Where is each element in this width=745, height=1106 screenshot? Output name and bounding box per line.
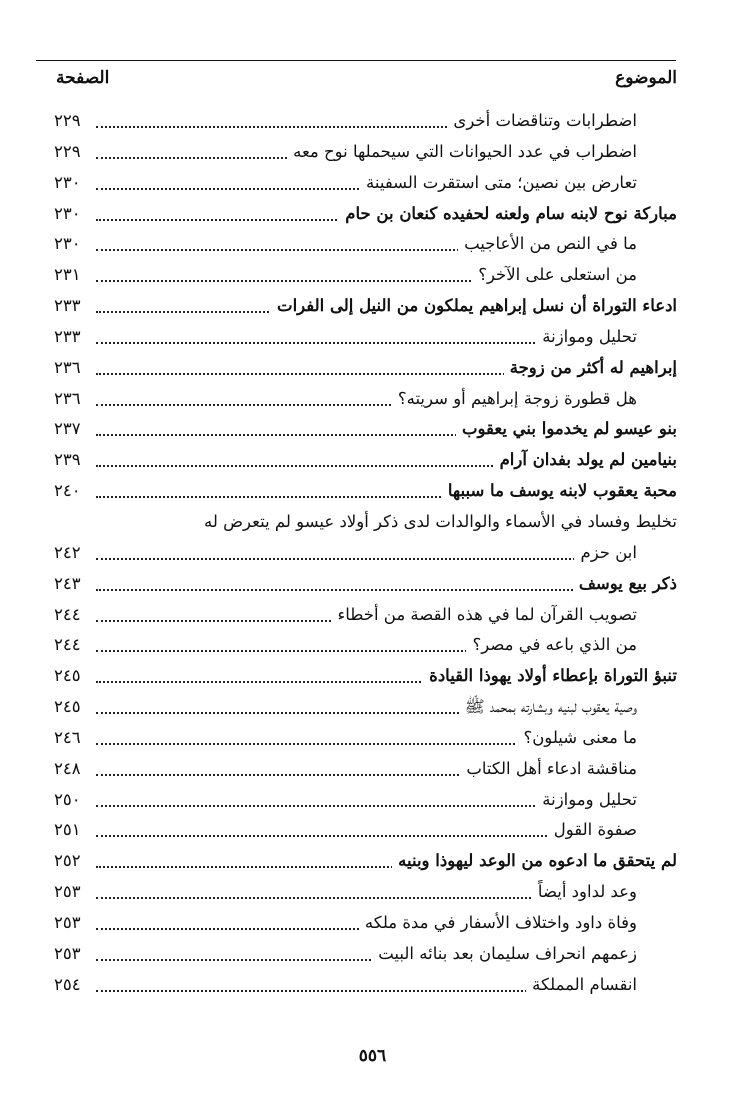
toc-entry — [0, 723, 745, 754]
toc-entry-page: ٢٣١ — [54, 265, 81, 285]
toc-entry — [0, 785, 745, 816]
toc-entry-page: ٢٤٥ — [54, 697, 81, 717]
toc-entry-page: ٢٣٦ — [54, 357, 81, 377]
toc-entry-title: تحليل وموازنة — [536, 788, 637, 812]
toc-entry-title: زعمهم انحراف سليمان بعد بنائه البيت — [372, 942, 637, 966]
toc-entry-page: ٢٣٣ — [54, 296, 81, 316]
toc-entry — [0, 353, 745, 384]
toc-entry-page: ٢٤٣ — [54, 573, 81, 593]
toc-entry-title: ادعاء التوراة أن نسل إبراهيم يملكون من النيل إلى الفرات — [271, 294, 677, 318]
toc-entry-page: ٢٥٣ — [54, 882, 81, 902]
toc-entry — [0, 476, 745, 507]
toc-entry — [0, 229, 745, 260]
toc-entry-page: ٢٤٠ — [54, 481, 81, 501]
toc-entry-title: وعد لداود أيضاً — [532, 880, 637, 904]
toc-entry-title: انقسام المملكة — [526, 973, 637, 997]
toc-entry-page: ٢٥٢ — [54, 851, 81, 871]
toc-entry-page: ٢٥٣ — [54, 912, 81, 932]
toc-entry-page: ٢٥٤ — [54, 974, 81, 994]
table-of-contents — [0, 106, 745, 1000]
page-column-header: الصفحة — [56, 68, 110, 88]
toc-entry — [0, 908, 745, 939]
toc-entry — [0, 630, 745, 661]
toc-entry — [0, 168, 745, 199]
toc-entry — [0, 754, 745, 785]
toc-entry-page: ٢٣٠ — [54, 172, 81, 192]
toc-entry-page: ٢٥٠ — [54, 789, 81, 809]
toc-entry-page: ٢٥٣ — [54, 943, 81, 963]
toc-entry — [0, 569, 745, 600]
toc-entry-page: ٢٤٥ — [54, 666, 81, 686]
toc-entry — [0, 692, 745, 723]
toc-entry-title: صفوة القول — [548, 818, 637, 842]
toc-entry-title: من استعلى على الآخر؟ — [472, 263, 637, 287]
toc-entry-page: ٢٣٧ — [54, 419, 81, 439]
toc-entry-page: ٢٣٠ — [54, 234, 81, 254]
dot-leader — [96, 542, 627, 560]
toc-entry-title: تخليط وفساد في الأسماء والوالدات لدى ذكر أولاد عيسو لم يتعرض له — [198, 510, 677, 534]
toc-entry-page: ٢٢٩ — [54, 111, 81, 130]
toc-entry — [0, 538, 745, 569]
toc-entry-title: تنبؤ التوراة بإعطاء أولاد يهوذا القيادة — [423, 664, 677, 688]
toc-entry-page: ٢٣٩ — [54, 450, 81, 470]
toc-entry — [0, 661, 745, 692]
toc-entry — [0, 815, 745, 846]
toc-entry-title: هل قطورة زوجة إبراهيم أو سريته؟ — [392, 387, 637, 411]
toc-entry-title: اضطرابات وتناقضات أخرى — [447, 109, 637, 133]
toc-entry — [0, 507, 745, 538]
toc-entry-page: ٢٤٤ — [54, 635, 81, 655]
toc-entry-title: اضطراب في عدد الحيوانات التي سيحملها نوح معه — [287, 140, 637, 164]
toc-entry-page: ٢٤٨ — [54, 758, 81, 778]
toc-entry — [0, 939, 745, 970]
header-divider — [36, 60, 676, 61]
toc-entry — [0, 414, 745, 445]
toc-entry-page: ٢٣٣ — [54, 326, 81, 346]
toc-entry-title: تحليل وموازنة — [536, 325, 637, 349]
toc-entry-page: ٢٤٢ — [54, 542, 81, 562]
toc-entry — [0, 106, 745, 137]
toc-entry — [0, 322, 745, 353]
page-number: ٥٥٦ — [358, 1046, 387, 1066]
toc-entry-title: مباركة نوح لابنه سام ولعنه لحفيده كنعان بن حام — [339, 202, 677, 226]
toc-entry — [0, 384, 745, 415]
toc-entry-title: محبة يعقوب لابنه يوسف ما سببها — [442, 479, 677, 503]
toc-entry-title: لم يتحقق ما ادعوه من الوعد ليهوذا وبنيه — [392, 849, 677, 873]
toc-entry-title: بنيامين لم يولد بفدان آرام — [494, 448, 677, 472]
toc-entry-page: ٢٣٦ — [54, 388, 81, 408]
toc-entry-title: ما معنى شيلون؟ — [517, 726, 637, 750]
toc-entry-page: ٢٣٠ — [54, 203, 81, 223]
toc-entry-title: تصويب القرآن لما في هذه القصة من أخطاء — [331, 603, 637, 627]
toc-entry — [0, 445, 745, 476]
toc-entry-title: ابن حزم — [574, 541, 637, 565]
toc-entry — [0, 291, 745, 322]
toc-entry — [0, 600, 745, 631]
toc-entry — [0, 199, 745, 230]
topic-column-header: الموضوع — [615, 68, 677, 88]
toc-entry — [0, 846, 745, 877]
toc-entry — [0, 970, 745, 1001]
toc-entry-page: ٢٤٦ — [54, 727, 81, 747]
toc-entry-title: من الذي باعه في مصر؟ — [466, 633, 637, 657]
toc-entry-page: ٢٥١ — [54, 820, 81, 840]
toc-entry-title: تعارض بين نصين؛ متى استقرت السفينة — [360, 171, 637, 195]
toc-entry-title: ذكر بيع يوسف — [573, 572, 677, 596]
toc-entry — [0, 260, 745, 291]
toc-entry-title: ما في النص من الأعاجيب — [458, 232, 637, 256]
toc-entry — [0, 877, 745, 908]
toc-entry-title: وفاة داود واختلاف الأسفار في مدة ملكه — [359, 911, 637, 935]
toc-entry-title: بنو عيسو لم يخدموا بني يعقوب — [456, 417, 677, 441]
toc-entry-title: مناقشة ادعاء أهل الكتاب — [460, 757, 637, 781]
toc-entry-title: إبراهيم له أكثر من زوجة — [504, 356, 677, 380]
toc-entry — [0, 137, 745, 168]
toc-entry-page: ٢٤٤ — [54, 604, 81, 624]
toc-entry-title: وصية يعقوب لبنيه وبشارته بمحمد ﷺ — [459, 695, 637, 719]
toc-entry-page: ٢٢٩ — [54, 141, 81, 161]
